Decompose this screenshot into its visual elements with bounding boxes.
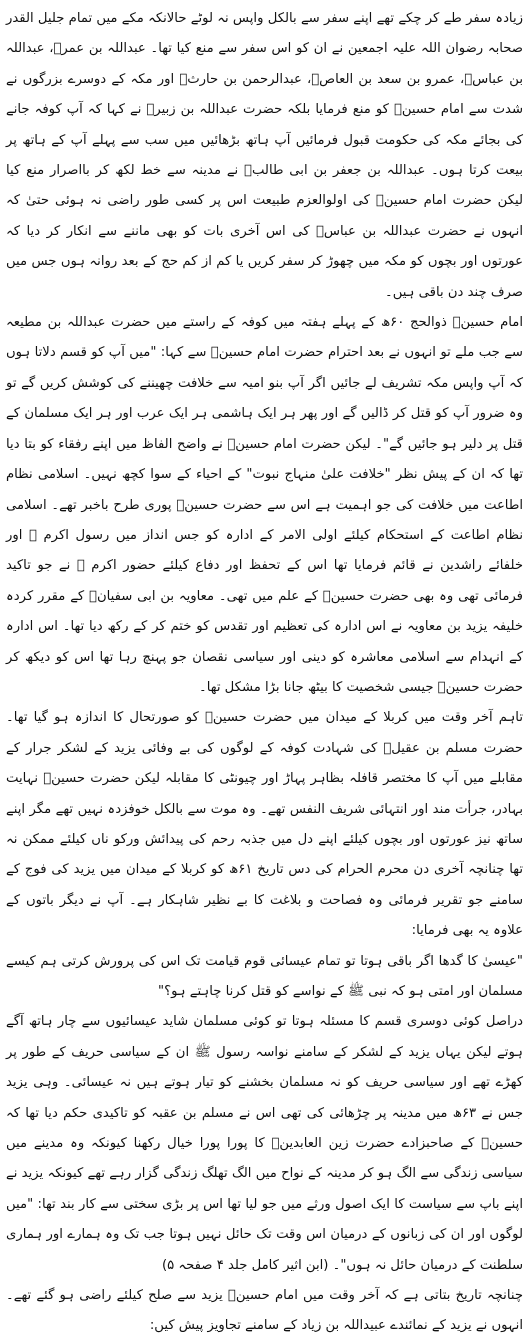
paragraph-quotation: "عیسیٰ کا گدھا اگر باقی ہوتا تو تمام عیسائی قوم قیامت تک اس کی پرورش کرتی ہم کیسے مسلمان اور امتی ہو کہ نبی ﷺ کے نواسے کو قتل کرنا چاہتے ہو؟" [6,953,523,999]
paragraph-karbala: تاہم آخر وقت میں کربلا کے میدان میں حضرت حسینؓ کو صورتحال کا اندازہ ہو گیا تھا۔ حضرت مسلم بن عقیلؓ کی شہادت کوفہ کے لوگوں کی بے وفائی یزید کے لشکر جرار کے مقابلے میں آپ کا مختصر قافلہ بظاہر پہاڑ اور چیونٹی کا مقابلہ لیکن حضرت حسینؓ نہایت بہادر، جرأت مند اور انتہائی شریف النفس تھے۔ وہ موت سے بالکل خوفزدہ نہیں تھے مگر اپنے ساتھ نیز عورتوں اور بچوں کیلئے اپنے دل میں جذبہ رحم کی پیدائش ورکو ناں کیلئے ممکن نہ تھا چنانچہ آخری دن محرم الحرام کی دس تاریخ ۶۱ھ کو کربلا کے میدان میں یزید کی فوج کے سامنے جو تقریر فرمائی وہ فصاحت و بلاغت کا بے نظیر شاہکار ہے۔ آپ نے دیگر باتوں کے علاوہ یہ بھی فرمایا: [6,710,523,939]
paragraph-political-rival: دراصل کوئی دوسری قسم کا مسئلہ ہوتا تو کوئی مسلمان شاید عیسائیوں سے چار ہاتھ آگے ہوتے لیکن یہاں یزید کے لشکر کے سامنے نواسہ رسول ﷺ ان کے سیاسی حریف کے طور پر کھڑے تھے اور سیاسی حریف کو نہ مسلمان بخشنے کو تیار ہوتے ہیں نہ عیسائی۔ وہی یزید جس نے ۶۳ھ میں مدینہ پر چڑھائی کی تھی اس نے مسلم بن عقبہ کو تاکیدی حکم دیا تھا کہ حسینؓ کے صاحبزادے حضرت زین العابدینؓ کا پورا پورا خیال رکھنا کیونکہ وہ مدینے میں سیاسی زندگی سے الگ ہو کر مدینہ کے نواح میں الگ تھلگ زندگی گزار رہے تھے کیونکہ یزید نے اپنے باپ سے سیاست کا ایک اصول ورثے میں جو لیا تھا اس پر بڑی سختی سے کار بند تھا: "میں لوگوں اور ان کی زبانوں کے درمیان اس وقت تک حائل نہیں ہوتا جب تک وہ ہمارے اور ہماری سلطنت کے درمیان حائل نہ ہوں"۔ (ابن اثیر کامل جلد ۴ صفحہ ۵) [6,1014,523,1273]
paragraph-companions-advice: زیادہ سفر طے کر چکے تھے اپنے سفر سے بالکل واپس نہ لوٹے حالانکہ مکے میں تمام جلیل القدر صحابہ رضوان اللہ علیہ اجمعین نے ان کو اس سفر سے منع کیا تھا۔ عبداللہ بن عمرؓ، عبداللہ بن عباسؓ، عمرو بن سعد بن العاصؓ، عبدالرحمن بن حارثؓ اور مکہ کے دوسرے بزرگوں نے شدت سے امام حسینؓ کو منع فرمایا بلکہ حضرت عبداللہ بن زبیرؓ نے کہا کہ آپ کوفہ جانے کی بجائے مکہ کی حکومت قبول فرمائیں آپ ہاتھ بڑھائیں میں سب سے پہلے آپ کے ہاتھ پر بیعت کرتا ہوں۔ عبداللہ بن جعفر بن ابی طالبؓ نے مدینہ سے خط لکھ کر بااصرار منع کیا لیکن حضرت امام حسینؓ کی اولوالعزم طبیعت اس پر کسی طور راضی نہ ہوئی حتیٰ کہ انہوں نے حضرت عبداللہ بن عباسؓ کی اس آخری بات کو بھی ماننے سے انکار کر دیا کہ عورتوں اور بچوں کو مکہ میں چھوڑ کر سفر کریں یا کم از کم حج کے بعد روانہ ہوں جس میں صرف چند دن باقی ہیں۔ [6,11,523,300]
paragraph-proposals: چنانچہ تاریخ بتاتی ہے کہ آخر وقت میں امام حسینؓ یزید سے صلح کیلئے راضی ہو گئے تھے۔ انہوں نے یزید کے نمائندے عبیداللہ بن زیاد کے سامنے تجاویز پیش کیں: [6,1288,523,1334]
paragraph-abdullah-bin-mutiah: امام حسینؓ ذوالحج ۶۰ھ کے پہلے ہفتہ میں کوفہ کے راستے میں حضرت عبداللہ بن مطیعہ سے جب ملے تو انہوں نے بعد احترام حضرت امام حسینؓ سے کہا: "میں آپ کو قسم دلاتا ہوں کہ آپ واپس مکہ تشریف لے جائیں اگر آپ بنو امیہ سے خلافت چھیننے کی کوشش کریں گے تو وہ ضرور آپ کو قتل کر ڈالیں گے اور پھر ہر ایک ہاشمی ہر ایک عرب اور ہر ایک مسلمان کے قتل پر دلیر ہو جائیں گے"۔ لیکن حضرت امام حسینؓ نے واضح الفاظ میں اپنے رفقاء کو بتا دیا تھا کہ ان کے پیش نظر "خلافت علیٰ منہاج نبوت" کے احیاء کے سوا کچھ نہیں۔ اسلامی نظام اطاعت میں خلافت کی جو اہمیت ہے اس سے حضرت حسینؓ پوری طرح باخبر تھے۔ اسلامی نظام اطاعت کے استحکام کیلئے اولی الامر کے ادارہ کو جس انداز میں رسول اکرم ﷺ اور خلفائے راشدین نے قائم فرمایا تھا اس کے تحفظ اور دفاع کیلئے حضور اکرم ﷺ نے جو تاکید فرمائی تھی وہ بھی حضرت حسینؓ کے علم میں تھی۔ معاویہ بن ابی سفیانؓ کے مقرر کردہ خلیفہ یزید بن معاویہ نے اس ادارہ کی تعظیم اور تقدس کو ختم کر کے رکھ دیا تھا۔ اس ادارہ کے انہدام سے اسلامی معاشرہ کو دینی اور سیاسی نقصان جو پہنچ رہا تھا اس کو دیکھ کر حضرت حسینؓ جیسی شخصیت کا بیٹھ جانا بڑا مشکل تھا۔ [6,315,523,695]
